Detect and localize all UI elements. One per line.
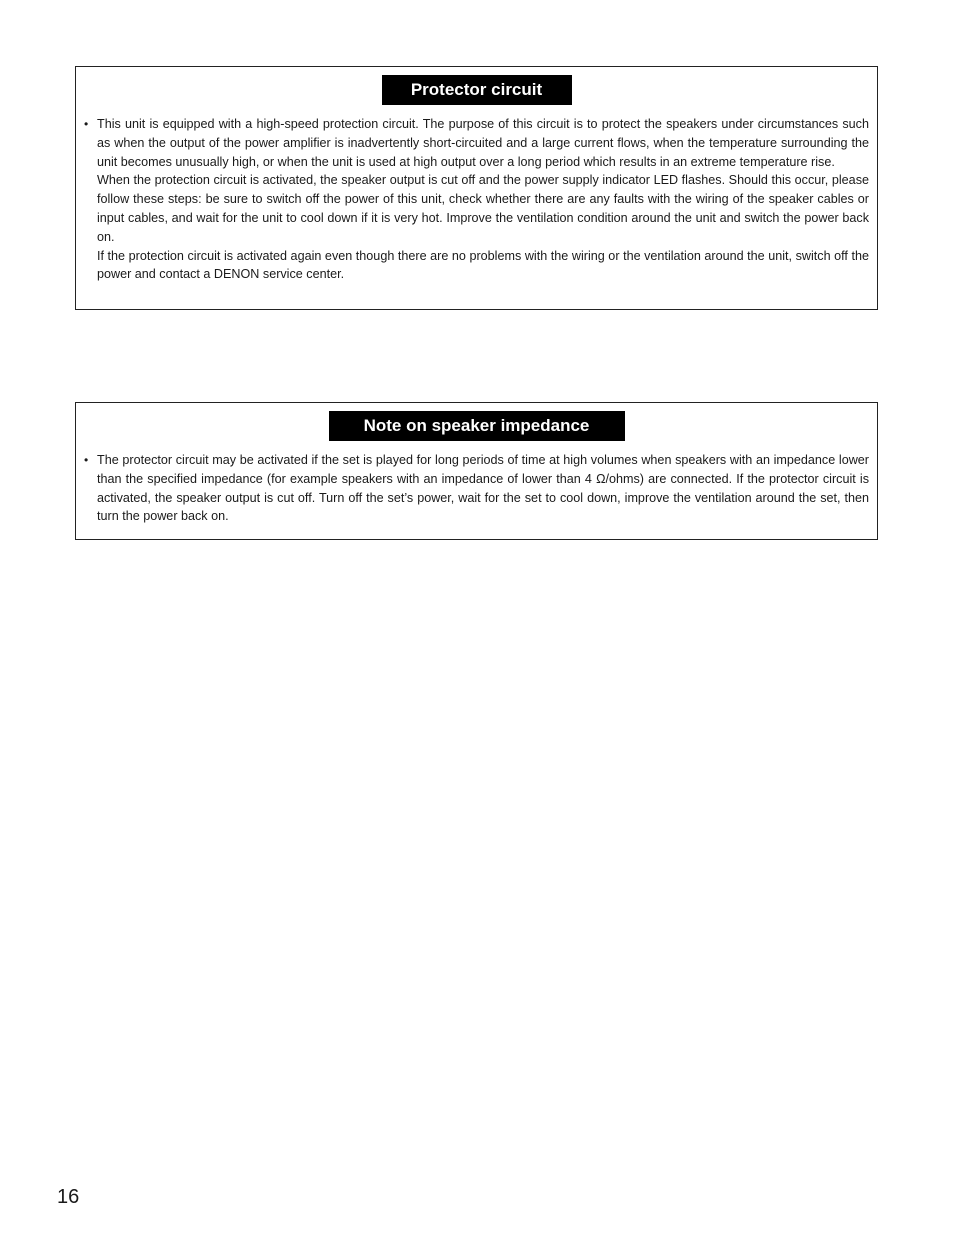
protector-paragraph-service: If the protection circuit is activated again even though there are no problems with the wiring or the ventilation around the unit, switch off the power and contact a DENON service center. [97, 248, 869, 282]
protector-circuit-section [75, 66, 878, 310]
page-number: 16 [57, 1186, 80, 1208]
protector-paragraph-activation: When the protection circuit is activated, the speaker output is cut off and the power supply indicator LED flashes. Should this occur, please follow these steps: be sure to switch off the power of this unit, check whether there are any faults with the wiring of the speaker cables or input cables, and wait for the unit to cool down if it is very hot. Improve the ventilation condition around the unit and switch the power back on. [97, 173, 869, 244]
bullet-marker: • [84, 117, 89, 131]
protector-paragraph-purpose: This unit is equipped with a high-speed protection circuit. The purpose of this circuit is to protect the speakers under circumstances such as when the output of the power amplifier is inadvertently short-circuited and a large current flows, when the temperature surrounding the unit becomes unusually high, or when the unit is used at high output over a long period which results in an extreme temperature rise. [97, 117, 869, 169]
protector-circuit-body [84, 115, 869, 284]
speaker-impedance-heading: Note on speaker impedance [329, 411, 625, 441]
speaker-impedance-section [75, 402, 878, 540]
speaker-impedance-body [84, 451, 869, 526]
bullet-marker: • [84, 453, 89, 467]
impedance-paragraph: The protector circuit may be activated if the set is played for long periods of time at high volumes when speakers with an impedance lower than the specified impedance (for example speakers with an impedance of lower than 4 Ω/ohms) are connected. If the protector circuit is activated, the speaker output is cut off. Turn off the set’s power, wait for the set to cool down, improve the ventilation around the set, then turn the power back on. [97, 453, 869, 524]
protector-circuit-heading: Protector circuit [382, 75, 572, 105]
